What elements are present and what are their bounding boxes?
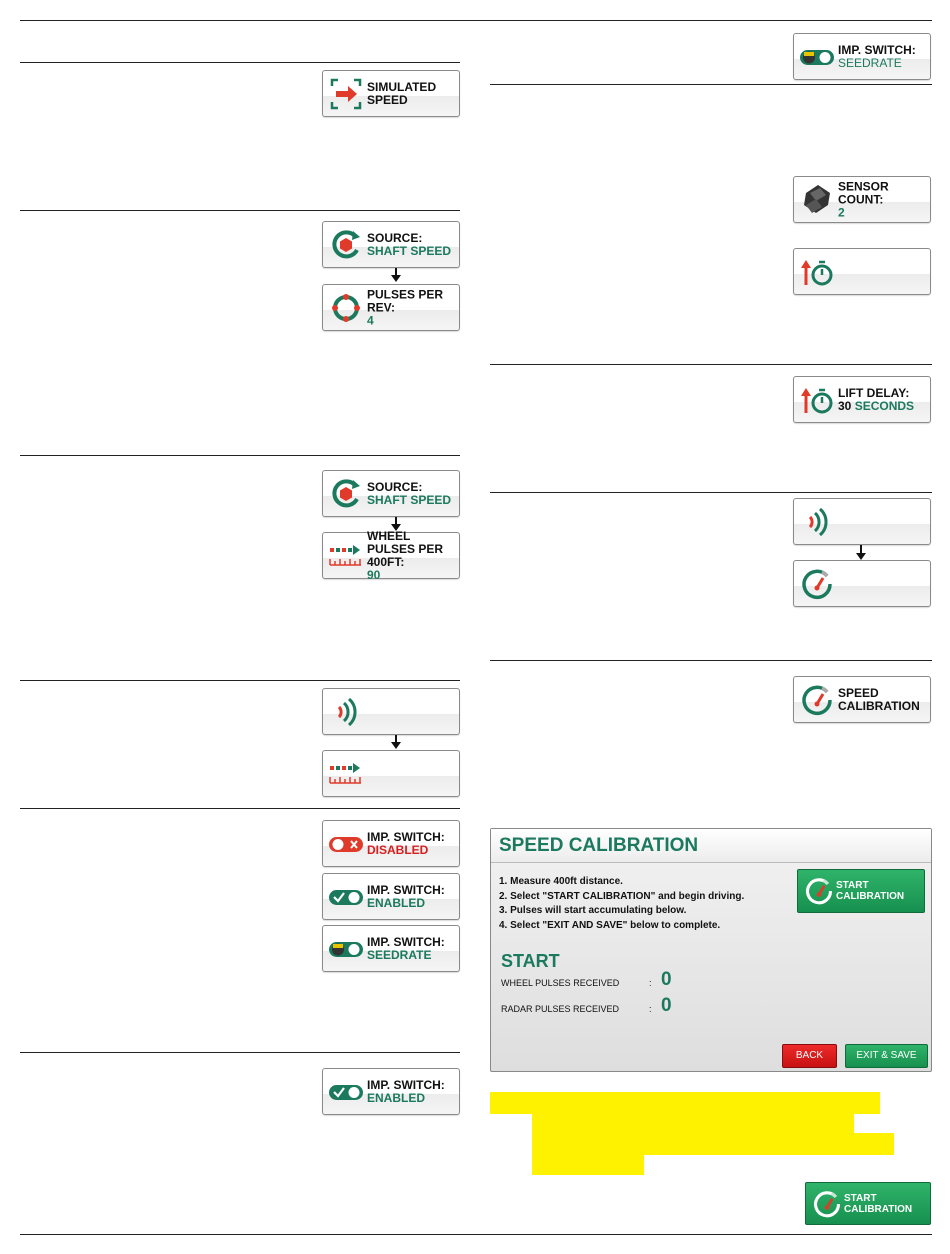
wheel-pulses-button[interactable] [322, 750, 460, 797]
pulses-per-rev-label [367, 288, 447, 327]
wheel-pulses-value: 90 [367, 567, 381, 582]
wheel-pulses-icon [329, 757, 363, 791]
imp-switch-seedrate-button[interactable] [322, 925, 460, 972]
imp-switch-title: IMP. SWITCH: [367, 1077, 445, 1092]
wheel-pulses-label [367, 530, 457, 582]
pulses-per-rev-value: 4 [367, 313, 374, 327]
highlight-block [532, 1153, 644, 1175]
speedometer-icon [812, 1189, 842, 1219]
start-calibration-label: START CALIBRATION [836, 880, 905, 902]
imp-switch-label [367, 936, 445, 962]
speedometer-icon [800, 683, 834, 717]
imp-switch-label [367, 884, 445, 910]
toggle-seedrate-icon [800, 40, 834, 74]
simulated-speed-icon [329, 77, 363, 111]
colon: : [649, 978, 652, 988]
calibration-step: 2. Select "START CALIBRATION" and begin driving. [499, 890, 745, 902]
highlight-block [490, 1092, 880, 1114]
imp-switch-value: DISABLED [367, 842, 429, 857]
lift-delay-title: LIFT DELAY: [838, 385, 910, 400]
highlight-block [532, 1112, 854, 1134]
rule [20, 680, 460, 681]
speedometer-icon [800, 567, 834, 601]
rule [20, 455, 460, 456]
imp-switch-title: IMP. SWITCH: [367, 934, 445, 949]
speed-calibration-screen [490, 828, 932, 1072]
rule [20, 1052, 460, 1053]
imp-switch-label [367, 831, 445, 857]
simulated-speed-label: SIMULATED SPEED [367, 79, 437, 107]
imp-switch-disabled-button[interactable] [322, 820, 460, 867]
wheel-pulses-button[interactable] [322, 528, 460, 582]
highlight-block [532, 1133, 894, 1155]
radar-icon [800, 505, 834, 539]
source-title: SOURCE: [367, 479, 423, 494]
lift-timer-icon [800, 383, 834, 417]
radar-pulses-received-value: 0 [661, 995, 672, 1016]
rule [20, 20, 932, 21]
toggle-seedrate-icon [329, 932, 363, 966]
sensor-count-label [838, 180, 930, 219]
lift-delay-unit: SECONDS [854, 398, 915, 413]
rule [490, 364, 932, 365]
speedometer-icon [804, 876, 834, 906]
flow-arrow [860, 545, 862, 556]
wheel-pulses-title: WHEEL PULSES PER 400FT: [367, 528, 444, 569]
pulses-ring-icon [329, 291, 363, 325]
start-calibration-button[interactable] [805, 1182, 931, 1225]
radar-button[interactable] [322, 688, 460, 735]
source-shaft-speed-button[interactable] [322, 221, 460, 268]
back-button[interactable]: BACK [782, 1044, 837, 1068]
speedometer-button[interactable] [793, 560, 931, 607]
start-calibration-button[interactable] [797, 869, 925, 913]
rule [490, 492, 932, 493]
calibration-step: 1. Measure 400ft distance. [499, 876, 623, 887]
simulated-speed-button[interactable] [322, 70, 460, 117]
calibration-title: SPEED CALIBRATION [491, 829, 931, 863]
source-title: SOURCE: [367, 230, 423, 245]
pulses-per-rev-title: PULSES PER REV: [367, 287, 444, 314]
speed-calibration-label: SPEED CALIBRATION [838, 685, 920, 713]
calibration-step: 4. Select "EXIT AND SAVE" below to complete. [499, 919, 721, 931]
shaft-speed-icon [329, 228, 363, 262]
imp-switch-title: IMP. SWITCH: [367, 882, 445, 897]
imp-switch-title: IMP. SWITCH: [367, 829, 445, 844]
imp-switch-value: ENABLED [367, 895, 426, 910]
flow-arrow [395, 268, 397, 278]
toggle-off-icon [329, 827, 363, 861]
toggle-on-icon [329, 1075, 363, 1109]
imp-switch-enabled-button[interactable] [322, 1068, 460, 1115]
wheel-pulses-received-value: 0 [661, 969, 672, 990]
rule [490, 660, 932, 661]
source-shaft-speed-button[interactable] [322, 470, 460, 517]
rule [490, 84, 932, 85]
calibration-steps [499, 875, 744, 933]
rule [20, 210, 460, 211]
lift-timer-icon [800, 255, 834, 289]
lift-delay-button[interactable] [793, 376, 931, 423]
speed-calibration-button[interactable] [793, 676, 931, 723]
lift-delay-button[interactable] [793, 248, 931, 295]
rule [20, 62, 460, 63]
source-label [367, 481, 451, 507]
imp-switch-enabled-button[interactable] [322, 873, 460, 920]
rule [20, 808, 460, 809]
radar-button[interactable] [793, 498, 931, 545]
imp-switch-label [367, 1079, 445, 1105]
sensor-count-value: 2 [838, 205, 845, 219]
flow-arrow [395, 735, 397, 745]
sensor-count-button[interactable] [793, 176, 931, 223]
lift-delay-number: 30 [838, 398, 852, 413]
imp-switch-label [838, 44, 916, 70]
rule [20, 1234, 932, 1235]
imp-switch-title: IMP. SWITCH: [838, 42, 916, 57]
imp-switch-value: ENABLED [367, 1090, 426, 1105]
source-value: SHAFT SPEED [367, 243, 452, 258]
sensor-icon [800, 183, 834, 217]
toggle-on-icon [329, 880, 363, 914]
sensor-count-title: SENSOR COUNT: [838, 179, 889, 206]
radar-pulses-received-label: RADAR PULSES RECEIVED [501, 1004, 620, 1014]
colon: : [649, 1004, 652, 1014]
shaft-speed-icon [329, 477, 363, 511]
wheel-pulses-received-label: WHEEL PULSES RECEIVED [501, 978, 620, 988]
source-label [367, 232, 451, 258]
calibration-step: 3. Pulses will start accumulating below. [499, 905, 687, 916]
wheel-pulses-icon [329, 539, 363, 573]
flow-arrow [395, 517, 397, 527]
imp-switch-seedrate-button[interactable] [793, 33, 931, 80]
source-value: SHAFT SPEED [367, 492, 452, 507]
imp-switch-value: SEEDRATE [367, 947, 432, 962]
calibration-status: START [501, 951, 560, 971]
imp-switch-value: SEEDRATE [838, 55, 902, 70]
lift-delay-label [838, 387, 914, 413]
start-calibration-label: START CALIBRATION [844, 1192, 913, 1215]
pulses-per-rev-button[interactable] [322, 284, 460, 331]
exit-save-button[interactable]: EXIT & SAVE [845, 1044, 928, 1068]
radar-icon [329, 695, 363, 729]
